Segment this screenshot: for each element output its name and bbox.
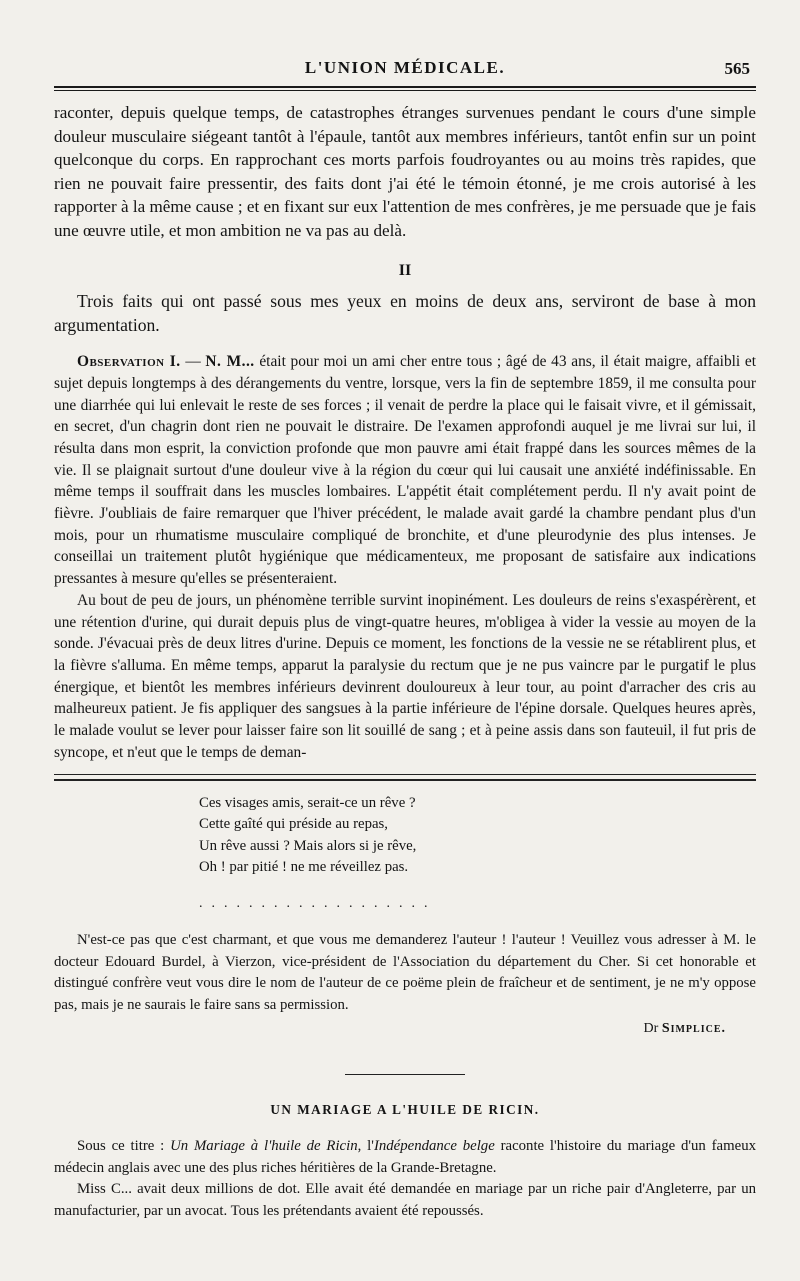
- section-number: II: [398, 261, 412, 279]
- running-title: L'UNION MÉDICALE.: [304, 58, 506, 77]
- signature: [54, 1018, 726, 1040]
- page-header: [54, 0, 756, 84]
- main-text: [54, 101, 756, 337]
- poem-line: Un rêve aussi ? Mais alors si je rêve,: [199, 837, 417, 854]
- signature-prefix: Dr: [643, 1021, 659, 1037]
- ellipsis-dots: ...................: [199, 895, 437, 911]
- observation-paragraph-1: [54, 351, 756, 590]
- article-p1-middle: , l': [357, 1138, 374, 1155]
- article-p1-end: raconte l'histoire du mariage d'un fameux médecin anglais avec une des plus riches héritières de la Grande-Bretagne.: [54, 1138, 757, 1176]
- poem-line: Ces visages amis, serait-ce un rêve ?: [199, 794, 416, 811]
- page-number: 565: [724, 59, 750, 78]
- section-lead-paragraph: Trois faits qui ont passé sous mes yeux en moins de deux ans, serviront de base à mon argumentation.: [54, 291, 756, 336]
- header-rule-thin: [54, 90, 756, 91]
- intro-paragraph: raconter, depuis quelque temps, de catastrophes étranges survenues pendant le cours d'une simple douleur musculaire siégeant tantôt à l'épaule, tantôt aux membres inférieurs, tantôt enfin sur un point quelconque du corps. En rapprochant ces morts parfois foudroyantes ou au moins très rapides, que rien ne pouvait faire pressentir, des faits dont j'ai été le témoin étonné, je me crois autorisé à les rapporter à la même cause ; et en fixant sur eux l'attention de mes confrères, je me persuade que je fais une œuvre utile, et mon ambition ne va pas au delà.: [54, 103, 756, 240]
- article-p1-journal: Indépendance belge: [373, 1138, 495, 1155]
- observation-text: était pour moi un ami cher entre tous ; âgé de 43 ans, il était maigre, affaibli et sujet depuis longtemps à des dérangements du ventre, lorsque, vers la fin de septembre 1859, il me consulta pour une diarrhée qui lui enlevait le reste de ses forces ; il venait de perdre la place qui le faisait vivre, et il gémissait, en secret, d'un chagrin dont rien ne pouvait le distraire. De l'examen approfondi auquel je me livrai sur lui, il résulta dans mon esprit, la conviction profonde que mon pauvre ami était frappé dans les sources mêmes de la vie. Il se plaignait surtout d'une douleur vive à la région du cœur qui lui causait une anxiété indéfinissable. En même temps il souffrait dans les muscles lombaires. L'appétit était complétement perdu. Il n'y avait point de fièvre. J'oubliais de faire remarquer que l'hiver précédent, le malade avait gardé la chambre pendant plus d'un mois, pour un rhumatisme musculaire compliqué de bronchite, et d'une pleurodynie des plus intenses. Je conseillai un traitement plutôt hygiénique que médicamenteux, me proposant de satisfaire aux indications pressantes à mesure qu'elles se présenteraient.: [54, 353, 756, 588]
- article-p1-start: Sous ce titre :: [77, 1138, 171, 1155]
- poem-line: Cette gaîté qui préside au repas,: [199, 816, 388, 833]
- feuilleton-rule: [54, 774, 756, 781]
- article-p1-italic-title: Un Mariage à l'huile de Ricin: [170, 1138, 358, 1155]
- header-rule: [54, 86, 756, 88]
- observation-patient: N. M...: [205, 353, 255, 371]
- observation-paragraph-2: Au bout de peu de jours, un phénomène terrible survint inopinément. Les douleurs de reins s'exaspérèrent, et une rétention d'urine, qui durait depuis plus de vingt-quatre heures, m'obligea à vider la vessie au moyen de la sonde. J'évacuai près de deux litres d'urine. Depuis ce moment, les fonctions de la vessie ne se rétablirent plus, et la fièvre s'alluma. En même temps, apparut la paralysie du rectum que je ne pus vaincre par le purgatif le plus énergique, et bientôt les membres inférieurs devinrent douloureux à leur tour, au point d'arracher des cris au malheureux patient. Je fis appliquer des sangsues à la partie inférieure de l'épine dorsale. Quelques heures après, le malade voulut se lever pour laisser faire son lit souillé de sang ; et à peine assis dans son fauteuil, il fut pris de syncope, et n'eut que le temps de deman-: [54, 591, 756, 761]
- article: [54, 1136, 756, 1222]
- article-paragraph-2: Miss C... avait deux millions de dot. Elle avait été demandée en mariage par un riche pair d'Angleterre, par un manufacturier, par un avocat. Tous les prétendants avaient été repoussés.: [54, 1181, 756, 1219]
- article-paragraph-1: [54, 1136, 756, 1179]
- observation-block: [54, 351, 756, 763]
- feuilleton: [54, 793, 756, 1223]
- section-divider: [345, 1074, 465, 1075]
- observation-dash: —: [180, 353, 206, 371]
- poem: [199, 793, 756, 879]
- observation-label: Observation I.: [77, 353, 181, 371]
- poem-line: Oh ! par pitié ! ne me réveillez pas.: [199, 859, 409, 876]
- article-title: UN MARIAGE A L'HUILE DE RICIN.: [270, 1101, 540, 1117]
- signature-name: Simplice.: [661, 1021, 726, 1037]
- feuilleton-paragraph: N'est-ce pas que c'est charmant, et que vous me demanderez l'auteur ! l'auteur ! Veuillez vous adresser à M. le docteur Edouard Burdel, à Vierzon, vice-président de l'Association du département du Cher. Si cet honorable et distingué confrère veut vous dire le nom de l'auteur de ce poëme plein de fraîcheur et de sentiment, je ne m'y oppose pas, mais je ne saurais le faire sans sa permission.: [54, 932, 756, 1013]
